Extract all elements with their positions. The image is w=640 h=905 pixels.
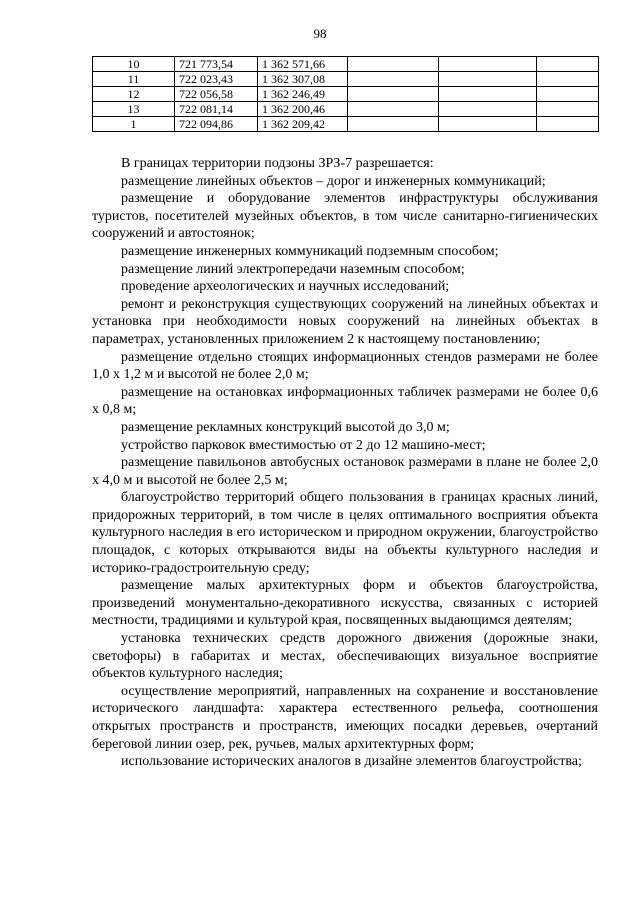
intro-paragraph: В границах территории подзоны ЗРЗ-7 разрешается: (121, 156, 434, 171)
y-coordinate-cell: 1 362 200,46 (258, 102, 348, 117)
page-number: 98 (313, 26, 327, 41)
list-item: осуществление мероприятий, направленных на сохранение и восстановление исторического ландшафта: характера естественного рельефа, соотношения открытых пространств и пространств, имеющих посадки деревьев, очертаний береговой линии озер, рек, ручьев, малых архитектурных форм; (92, 683, 598, 752)
y-coordinate-cell: 1 362 246,49 (258, 87, 348, 102)
table-row (93, 117, 599, 132)
list-item: ремонт и реконструкция существующих сооружений на линейных объектах и установка при необходимости новых сооружений на линейных объектах в параметрах, установленных приложением 2 к настоящему постановлению; (92, 296, 598, 347)
list-item: размещение малых архитектурных форм и объектов благоустройства, произведений монументально-декоративного искусства, связанных с историей местности, традициями и культурой края, посвященных выдающимся деятелям; (92, 578, 598, 629)
table-row (93, 87, 599, 102)
x-coordinate-cell: 721 773,54 (175, 57, 258, 72)
empty-cell (439, 102, 537, 117)
list-item: размещение линейных объектов – дорог и инженерных коммуникаций; (121, 173, 546, 189)
list-item: размещение отдельно стоящих информационных стендов размерами не более 1,0 х 1,2 м и высотой не более 2,0 м; (92, 349, 598, 383)
x-coordinate-cell: 722 094,86 (175, 117, 258, 132)
list-item: размещение инженерных коммуникаций подземным способом; (121, 243, 499, 259)
x-coordinate-cell: 722 056,58 (175, 87, 258, 102)
list-item: благоустройство территорий общего пользования в границах красных линий, придорожных территорий, в том числе в целях оптимального восприятия объекта культурного наследия в его историческом и природном окружении, благоустройство площадок, с которых открываются виды на объекты культурного наследия и историко-градостроительную среду; (92, 490, 598, 576)
list-item: установка технических средств дорожного движения (дорожные знаки, светофоры) в габаритах и местах, обеспечивающих визуальное восприятие объектов культурного наследия; (92, 631, 598, 682)
empty-cell (348, 72, 439, 87)
empty-cell (348, 57, 439, 72)
point-number-cell: 12 (93, 87, 175, 102)
table-row (93, 72, 599, 87)
point-number-cell: 11 (93, 72, 175, 87)
list-item: использование исторических аналогов в дизайне элементов благоустройства; (121, 754, 582, 770)
y-coordinate-cell: 1 362 307,08 (258, 72, 348, 87)
list-item: размещение рекламных конструкций высотой до 3,0 м; (121, 419, 450, 435)
empty-cell (537, 57, 599, 72)
y-coordinate-cell: 1 362 209,42 (258, 117, 348, 132)
list-item: проведение археологических и научных исследований; (121, 279, 450, 295)
y-coordinate-cell: 1 362 571,66 (258, 57, 348, 72)
point-number-cell: 13 (93, 102, 175, 117)
empty-cell (348, 117, 439, 132)
x-coordinate-cell: 722 081,14 (175, 102, 258, 117)
document-body (92, 155, 598, 771)
point-number-cell: 1 (93, 117, 175, 132)
list-item: размещение на остановках информационных табличек размерами не более 0,6 х 0,8 м; (92, 384, 598, 418)
point-number-cell: 10 (93, 57, 175, 72)
empty-cell (439, 87, 537, 102)
empty-cell (439, 117, 537, 132)
empty-cell (537, 72, 599, 87)
empty-cell (537, 117, 599, 132)
table-row (93, 102, 599, 117)
table-row (93, 57, 599, 72)
empty-cell (439, 72, 537, 87)
empty-cell (439, 57, 537, 72)
empty-cell (537, 87, 599, 102)
list-item: размещение линий электропередачи наземным способом; (121, 261, 465, 277)
list-item: размещение и оборудование элементов инфраструктуры обслуживания туристов, посетителей музейных объектов, в том числе санитарно-гигиенических сооружений и автостоянок; (92, 191, 598, 242)
empty-cell (348, 87, 439, 102)
x-coordinate-cell: 722 023,43 (175, 72, 258, 87)
list-item: размещение павильонов автобусных остановок размерами в плане не более 2,0 х 4,0 м и высотой не более 2,5 м; (92, 455, 598, 488)
list-item: устройство парковок вместимостью от 2 до 12 машино-мест; (121, 437, 486, 453)
coordinates-table (92, 56, 599, 132)
empty-cell (348, 102, 439, 117)
empty-cell (537, 102, 599, 117)
